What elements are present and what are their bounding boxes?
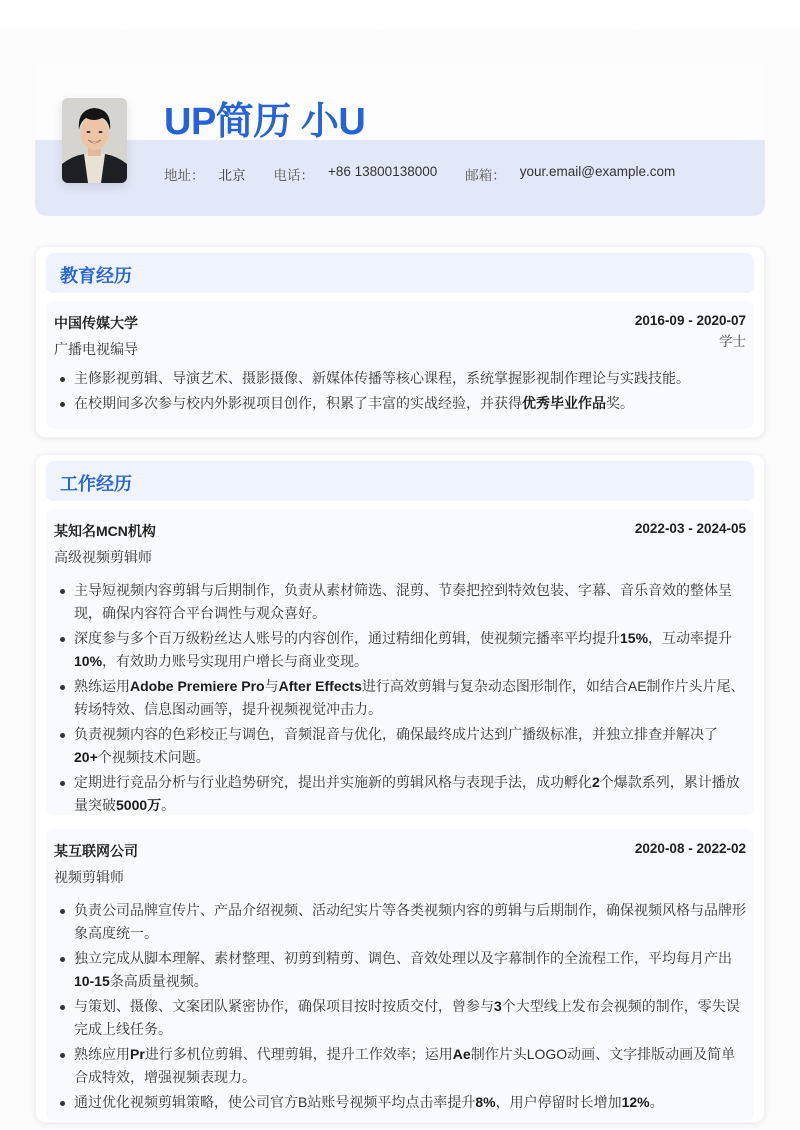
work-entry [46,509,754,815]
bullet-item [54,1043,746,1089]
address-label: 地址： [164,168,205,183]
education-bullets [54,367,746,415]
bullet-text: 与策划、摄像、文案团队紧密协作，确保项目按时按质交付，曾参与 [74,998,494,1014]
avatar [62,98,127,183]
job-title: 视频剪辑师 [54,869,124,885]
degree: 学士 [719,334,746,349]
bullet-text: 奖。 [606,395,634,411]
section-title-work: 工作经历 [46,461,754,501]
bullet-item [54,947,746,993]
company-name: 某互联网公司 [54,843,138,859]
bullet-text: 熟练应用 [74,1046,130,1062]
bullet-text: 进行高效剪辑与复杂动态图形制作，如结合AE制作片头片尾、转场特效、信息图动画等，提升视频视觉冲击力。 [74,678,745,717]
contact-info [164,164,703,184]
resume-header [35,62,765,216]
bullet-item [54,995,746,1041]
work-date: 2020-08 - 2022-02 [634,841,746,856]
bullet-text: ，有效助力账号实现用户增长与商业变现。 [102,653,369,669]
phone-value[interactable]: +86 13800138000 [328,164,438,179]
bullet-text: 负责视频内容的色彩校正与调色，音频混音与优化，确保最终成片达到广播级标准，并独立排查并解决了 [74,726,718,742]
email-label: 邮箱： [465,168,506,183]
highlight-text: 10% [74,653,103,669]
highlight-text: 10-15 [74,973,110,989]
candidate-name: UP简历 小U [164,101,366,143]
bullet-text: 。 [161,797,176,813]
contact-email [465,164,675,184]
profile-photo-icon [62,98,127,183]
highlight-text: 2 [592,774,600,790]
major: 广播电视编导 [54,341,138,357]
email-value[interactable]: your.email@example.com [519,164,676,179]
bullet-text: 通过优化视频剪辑策略，使公司官方B站账号视频平均点击率提升 [74,1094,476,1110]
bullet-item [54,579,746,625]
company-name: 某知名MCN机构 [54,523,156,539]
bullet-text: 进行多机位剪辑、代理剪辑，提升工作效率；运用 [144,1046,453,1062]
bullet-text: 制作片头LOGO动画、文字排版动画及简单合成特效，增强视频表现力。 [74,1046,736,1085]
bullet-item [54,367,746,390]
bullet-item [54,675,746,721]
address-value: 北京 [218,168,246,183]
work-bullets [54,899,746,1114]
bullet-text: ，互动率提升 [648,630,733,646]
work-date: 2022-03 - 2024-05 [634,521,746,536]
highlight-text: 20+ [74,749,98,765]
education-date: 2016-09 - 2020-07 [634,313,746,328]
bullet-text: 条高质量视频。 [109,973,208,989]
education-section [35,246,765,438]
school-name: 中国传媒大学 [54,315,138,331]
work-section [35,454,765,1123]
job-title: 高级视频剪辑师 [54,549,152,565]
highlight-text: 15% [620,630,649,646]
highlight-text: 8% [475,1094,496,1110]
bullet-text: 熟练运用 [74,678,130,694]
bullet-text: 主修影视剪辑、导演艺术、摄影摄像、新媒体传播等核心课程，系统掌握影视制作理论与实践技能。 [74,370,690,386]
section-title-education: 教育经历 [46,253,754,293]
bullet-text: 定期进行竞品分析与行业趋势研究，提出并实施新的剪辑风格与表现手法，成功孵化 [74,774,592,790]
bullet-text: 在校期间多次参与校内外影视项目创作，积累了丰富的实战经验，并获得 [74,395,522,411]
phone-label: 电话： [273,168,314,183]
bullet-text: 。 [649,1094,664,1110]
bullet-text: 与 [264,678,279,694]
education-entry [46,301,754,429]
bullet-text: ，用户停留时长增加 [495,1094,622,1110]
highlight-text: Pr [130,1046,145,1062]
bullet-text: 个大型线上发布会视频的制作，零失误完成上线任务。 [74,998,740,1037]
highlight-text: Adobe Premiere Pro [130,678,265,694]
bullet-item [54,1091,746,1114]
bullet-text: 个爆款系列，累计播放量突破 [74,774,740,813]
work-entry [46,829,754,1121]
bullet-item [54,723,746,769]
highlight-text: Ae [452,1046,471,1062]
contact-address [164,164,246,184]
bullet-item [54,899,746,945]
highlight-text: 12% [621,1094,650,1110]
bullet-text: 主导短视频内容剪辑与后期制作，负责从素材筛选、混剪、节奏把控到特效包装、字幕、音乐音效的整体呈现，确保内容符合平台调性与观众喜好。 [74,582,732,621]
bullet-item [54,392,746,415]
work-bullets [54,579,746,817]
bullet-text: 深度参与多个百万级粉丝达人账号的内容创作，通过精细化剪辑，使视频完播率平均提升 [74,630,620,646]
bullet-text: 个视频技术问题。 [97,749,210,765]
contact-phone [274,164,438,184]
highlight-text: 3 [494,998,502,1014]
highlight-text: 5000万 [116,797,162,813]
bullet-item [54,771,746,817]
bullet-text: 独立完成从脚本理解、素材整理、初剪到精剪、调色、音效处理以及字幕制作的全流程工作，平均每月产出 [74,950,732,966]
bullet-text: 负责公司品牌宣传片、产品介绍视频、活动纪实片等各类视频内容的剪辑与后期制作，确保视频风格与品牌形象高度统一。 [74,902,746,941]
bullet-item [54,627,746,673]
highlight-text: 优秀毕业作品 [522,395,606,411]
highlight-text: After Effects [278,678,362,694]
